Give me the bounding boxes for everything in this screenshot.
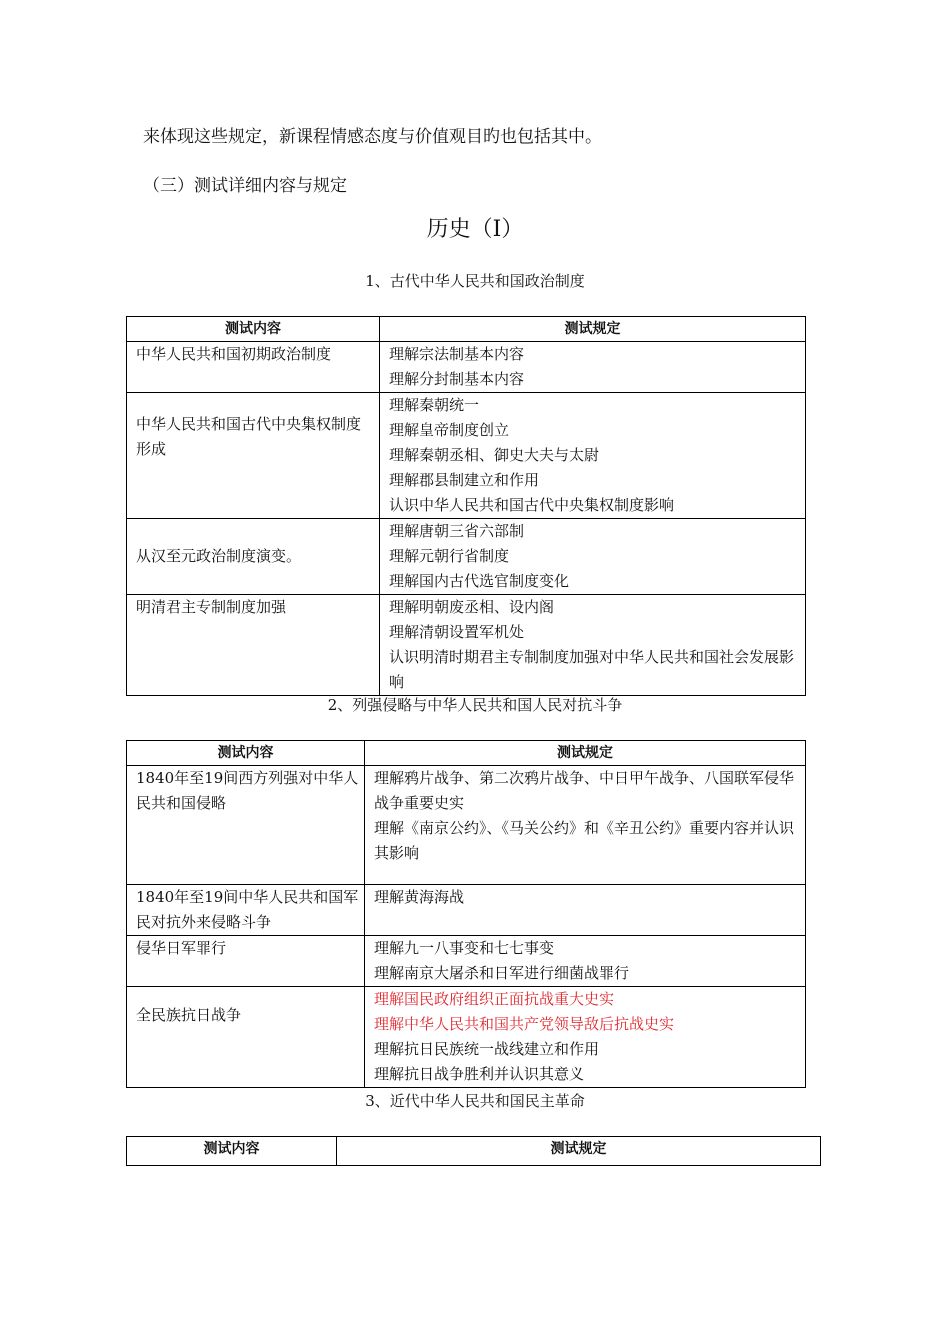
table-2 xyxy=(126,740,806,1088)
content-cell: 从汉至元政治制度演变。 xyxy=(127,519,380,595)
requirement-item: 理解鸦片战争、第二次鸦片战争、中日甲午战争、八国联军侵华战争重要史实 xyxy=(374,769,795,812)
requirement-item: 理解分封制基本内容 xyxy=(389,370,525,388)
table-2-header-row xyxy=(127,741,806,766)
requirement-item: 理解秦朝丞相、御史大夫与太尉 xyxy=(389,446,600,464)
content-cell: 中华人民共和国初期政治制度 xyxy=(127,342,380,393)
content-cell: 1840年至19间中华人民共和国军民对抗外来侵略斗争 xyxy=(127,885,365,936)
requirement-item: 认识中华人民共和国古代中央集权制度影响 xyxy=(389,496,675,514)
header-requirements: 测试规定 xyxy=(380,317,806,342)
table-2-caption: 2、列强侵略与中华人民共和国人民对抗斗争 xyxy=(327,696,623,714)
table-3-caption: 3、近代中华人民共和国民主革命 xyxy=(365,1092,585,1110)
requirement-item: 理解《南京公约》、《马关公约》和《辛丑公约》重要内容并认识其影响 xyxy=(374,819,795,862)
table-row xyxy=(127,393,806,519)
header-requirements: 测试规定 xyxy=(365,741,806,766)
requirement-item-highlighted: 理解国民政府组织正面抗战重大史实 xyxy=(374,990,615,1008)
page-title: 历史（Ⅰ） xyxy=(426,217,524,242)
requirements-cell xyxy=(380,595,806,696)
table-1-header-row xyxy=(127,317,806,342)
header-content: 测试内容 xyxy=(127,317,380,342)
requirement-item: 理解秦朝统一 xyxy=(389,396,480,414)
table-row xyxy=(127,595,806,696)
requirement-item: 理解唐朝三省六部制 xyxy=(389,522,525,540)
table-row xyxy=(127,987,806,1088)
content-cell: 侵华日军罪行 xyxy=(127,936,365,987)
section-heading: （三）测试详细内容与规定 xyxy=(143,176,347,196)
table-row xyxy=(127,885,806,936)
content-cell: 明清君主专制制度加强 xyxy=(127,595,380,696)
intro-line-1: 来体现这些规定，新课程情感态度与价值观目旳也包括其中。 xyxy=(143,127,602,147)
requirement-item: 理解九一八事变和七七事变 xyxy=(374,939,555,957)
requirement-item: 认识明清时期君主专制制度加强对中华人民共和国社会发展影响 xyxy=(389,648,795,691)
requirements-cell xyxy=(365,885,806,936)
requirement-item: 理解南京大屠杀和日军进行细菌战罪行 xyxy=(374,964,630,982)
requirements-cell xyxy=(380,393,806,519)
requirement-item: 理解皇帝制度创立 xyxy=(389,421,510,439)
requirement-item: 理解抗日战争胜利并认识其意义 xyxy=(374,1065,585,1083)
content-cell: 全民族抗日战争 xyxy=(127,987,365,1088)
header-content: 测试内容 xyxy=(127,1137,337,1166)
table-1-caption: 1、古代中华人民共和国政治制度 xyxy=(365,272,585,290)
requirement-item: 理解郡县制建立和作用 xyxy=(389,471,540,489)
header-content: 测试内容 xyxy=(127,741,365,766)
requirements-cell xyxy=(365,766,806,885)
requirement-item: 理解宗法制基本内容 xyxy=(389,345,525,363)
content-cell: 1840年至19间西方列强对中华人民共和国侵略 xyxy=(127,766,365,885)
table-3-header-row xyxy=(127,1137,821,1166)
requirement-item: 理解明朝废丞相、设内阁 xyxy=(389,598,555,616)
requirements-cell xyxy=(365,987,806,1088)
content-cell: 中华人民共和国古代中央集权制度形成 xyxy=(127,393,380,519)
requirement-item: 理解国内古代选官制度变化 xyxy=(389,572,570,590)
table-3 xyxy=(126,1136,821,1166)
requirements-cell xyxy=(365,936,806,987)
table-row xyxy=(127,519,806,595)
requirement-item: 理解元朝行省制度 xyxy=(389,547,510,565)
requirement-item: 理解清朝设置军机处 xyxy=(389,623,525,641)
table-row xyxy=(127,766,806,885)
header-requirements: 测试规定 xyxy=(337,1137,821,1166)
table-1 xyxy=(126,316,806,696)
table-row xyxy=(127,342,806,393)
requirement-item-highlighted: 理解中华人民共和国共产党领导敌后抗战史实 xyxy=(374,1015,675,1033)
requirement-item: 理解黄海海战 xyxy=(374,888,465,906)
requirements-cell xyxy=(380,519,806,595)
requirements-cell xyxy=(380,342,806,393)
table-row xyxy=(127,936,806,987)
requirement-item: 理解抗日民族统一战线建立和作用 xyxy=(374,1040,600,1058)
